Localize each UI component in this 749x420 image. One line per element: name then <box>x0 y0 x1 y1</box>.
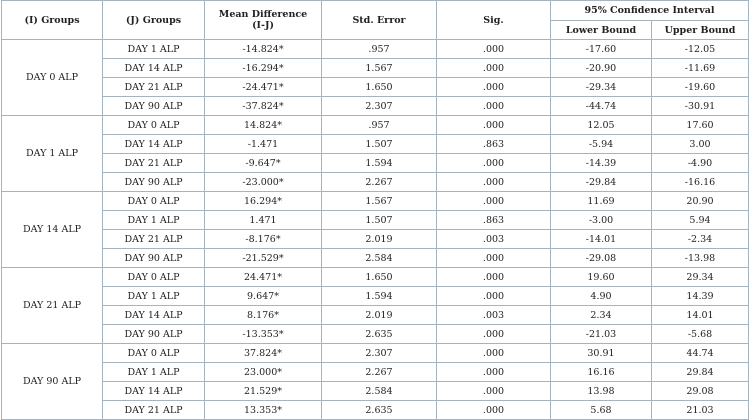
mean-difference-cell: 8.176* <box>205 306 322 325</box>
j-group-cell: DAY 14 ALP <box>103 306 205 325</box>
upper-bound-cell: 20.90 <box>652 192 749 211</box>
sig-cell: .000 <box>437 97 551 116</box>
upper-bound-cell: 3.00 <box>652 135 749 154</box>
j-group-cell: DAY 1 ALP <box>103 287 205 306</box>
mean-difference-cell: 21.529* <box>205 382 322 401</box>
upper-bound-cell: -16.16 <box>652 173 749 192</box>
std-error-cell: 1.567 <box>322 192 437 211</box>
j-group-cell: DAY 14 ALP <box>103 135 205 154</box>
table-row <box>2 154 749 173</box>
table-row <box>2 173 749 192</box>
header-i-groups: (I) Groups <box>2 1 103 40</box>
std-error-cell: 2.584 <box>322 249 437 268</box>
mean-difference-cell: -16.294* <box>205 59 322 78</box>
std-error-cell: 2.584 <box>322 382 437 401</box>
lower-bound-cell: -17.60 <box>551 40 652 59</box>
header-mean-difference-sub: (I-J) <box>252 20 274 31</box>
std-error-cell: 1.594 <box>322 287 437 306</box>
lower-bound-cell: 13.98 <box>551 382 652 401</box>
mean-difference-cell: -23.000* <box>205 173 322 192</box>
table-row <box>2 325 749 344</box>
sig-cell: .000 <box>437 173 551 192</box>
upper-bound-cell: 5.94 <box>652 211 749 230</box>
j-group-cell: DAY 14 ALP <box>103 59 205 78</box>
sig-cell: .863 <box>437 211 551 230</box>
std-error-cell: 1.650 <box>322 268 437 287</box>
header-j-groups: (J) Groups <box>103 1 205 40</box>
j-group-cell: DAY 90 ALP <box>103 97 205 116</box>
lower-bound-cell: 16.16 <box>551 363 652 382</box>
lower-bound-cell: 19.60 <box>551 268 652 287</box>
std-error-cell: .957 <box>322 116 437 135</box>
upper-bound-cell: 14.01 <box>652 306 749 325</box>
j-group-cell: DAY 0 ALP <box>103 192 205 211</box>
i-group-cell: DAY 21 ALP <box>2 268 103 344</box>
table-row <box>2 249 749 268</box>
table-row <box>2 78 749 97</box>
table-row <box>2 211 749 230</box>
i-group-cell: DAY 1 ALP <box>2 116 103 192</box>
upper-bound-cell: 17.60 <box>652 116 749 135</box>
j-group-cell: DAY 0 ALP <box>103 268 205 287</box>
comparisons-table <box>1 0 749 420</box>
j-group-cell: DAY 21 ALP <box>103 401 205 420</box>
sig-cell: .000 <box>437 40 551 59</box>
sig-cell: .000 <box>437 154 551 173</box>
j-group-cell: DAY 90 ALP <box>103 325 205 344</box>
std-error-cell: 1.650 <box>322 78 437 97</box>
sig-cell: .000 <box>437 192 551 211</box>
upper-bound-cell: -2.34 <box>652 230 749 249</box>
sig-cell: .000 <box>437 268 551 287</box>
lower-bound-cell: -20.90 <box>551 59 652 78</box>
std-error-cell: 2.635 <box>322 401 437 420</box>
upper-bound-cell: 29.08 <box>652 382 749 401</box>
table-row <box>2 230 749 249</box>
lower-bound-cell: -3.00 <box>551 211 652 230</box>
sig-cell: .003 <box>437 306 551 325</box>
std-error-cell: .957 <box>322 40 437 59</box>
header-upper-bound: Upper Bound <box>652 21 749 40</box>
std-error-cell: 1.567 <box>322 59 437 78</box>
mean-difference-cell: -14.824* <box>205 40 322 59</box>
lower-bound-cell: 2.34 <box>551 306 652 325</box>
header-sig: Sig. <box>437 1 551 40</box>
upper-bound-cell: -30.91 <box>652 97 749 116</box>
lower-bound-cell: -5.94 <box>551 135 652 154</box>
i-group-cell: DAY 0 ALP <box>2 40 103 116</box>
lower-bound-cell: -21.03 <box>551 325 652 344</box>
j-group-cell: DAY 14 ALP <box>103 382 205 401</box>
sig-cell: .000 <box>437 382 551 401</box>
sig-cell: .000 <box>437 287 551 306</box>
j-group-cell: DAY 0 ALP <box>103 344 205 363</box>
mean-difference-cell: 13.353* <box>205 401 322 420</box>
std-error-cell: 2.267 <box>322 173 437 192</box>
j-group-cell: DAY 1 ALP <box>103 211 205 230</box>
mean-difference-cell: -8.176* <box>205 230 322 249</box>
lower-bound-cell: 30.91 <box>551 344 652 363</box>
j-group-cell: DAY 21 ALP <box>103 78 205 97</box>
lower-bound-cell: -14.39 <box>551 154 652 173</box>
table-row <box>2 344 749 363</box>
upper-bound-cell: -12.05 <box>652 40 749 59</box>
std-error-cell: 1.507 <box>322 211 437 230</box>
i-group-cell: DAY 90 ALP <box>2 344 103 420</box>
upper-bound-cell: -11.69 <box>652 59 749 78</box>
table-row <box>2 268 749 287</box>
sig-cell: .000 <box>437 363 551 382</box>
upper-bound-cell: -19.60 <box>652 78 749 97</box>
std-error-cell: 2.267 <box>322 363 437 382</box>
mean-difference-cell: 16.294* <box>205 192 322 211</box>
header-mean-difference-label: Mean Difference <box>218 9 308 20</box>
upper-bound-cell: 44.74 <box>652 344 749 363</box>
header-std-error: Std. Error <box>322 1 437 40</box>
j-group-cell: DAY 21 ALP <box>103 230 205 249</box>
mean-difference-cell: 23.000* <box>205 363 322 382</box>
mean-difference-cell: 37.824* <box>205 344 322 363</box>
mean-difference-cell: 14.824* <box>205 116 322 135</box>
lower-bound-cell: -29.84 <box>551 173 652 192</box>
lower-bound-cell: -29.08 <box>551 249 652 268</box>
j-group-cell: DAY 90 ALP <box>103 249 205 268</box>
upper-bound-cell: -5.68 <box>652 325 749 344</box>
sig-cell: .000 <box>437 116 551 135</box>
sig-cell: .000 <box>437 59 551 78</box>
std-error-cell: 1.594 <box>322 154 437 173</box>
lower-bound-cell: 11.69 <box>551 192 652 211</box>
table-row <box>2 59 749 78</box>
j-group-cell: DAY 90 ALP <box>103 173 205 192</box>
std-error-cell: 2.019 <box>322 306 437 325</box>
table-row <box>2 382 749 401</box>
upper-bound-cell: 14.39 <box>652 287 749 306</box>
table-row <box>2 363 749 382</box>
mean-difference-cell: -9.647* <box>205 154 322 173</box>
header-confidence-interval: 95% Confidence Interval <box>551 1 749 21</box>
header-lower-bound: Lower Bound <box>551 21 652 40</box>
sig-cell: .000 <box>437 401 551 420</box>
mean-difference-cell: -37.824* <box>205 97 322 116</box>
sig-cell: .000 <box>437 78 551 97</box>
lower-bound-cell: -14.01 <box>551 230 652 249</box>
upper-bound-cell: -4.90 <box>652 154 749 173</box>
table-row <box>2 192 749 211</box>
lower-bound-cell: 4.90 <box>551 287 652 306</box>
sig-cell: .003 <box>437 230 551 249</box>
mean-difference-cell: -24.471* <box>205 78 322 97</box>
std-error-cell: 1.507 <box>322 135 437 154</box>
lower-bound-cell: 12.05 <box>551 116 652 135</box>
j-group-cell: DAY 0 ALP <box>103 116 205 135</box>
mean-difference-cell: -13.353* <box>205 325 322 344</box>
sig-cell: .000 <box>437 325 551 344</box>
j-group-cell: DAY 21 ALP <box>103 154 205 173</box>
mean-difference-cell: 9.647* <box>205 287 322 306</box>
mean-difference-cell: 1.471 <box>205 211 322 230</box>
table-row <box>2 306 749 325</box>
header-mean-difference <box>205 1 322 40</box>
j-group-cell: DAY 1 ALP <box>103 40 205 59</box>
table-row <box>2 116 749 135</box>
upper-bound-cell: 29.34 <box>652 268 749 287</box>
table-header <box>2 1 749 40</box>
std-error-cell: 2.307 <box>322 344 437 363</box>
i-group-cell: DAY 14 ALP <box>2 192 103 268</box>
upper-bound-cell: 29.84 <box>652 363 749 382</box>
mean-difference-cell: 24.471* <box>205 268 322 287</box>
table-row <box>2 40 749 59</box>
table-body <box>2 40 749 420</box>
lower-bound-cell: -44.74 <box>551 97 652 116</box>
sig-cell: .000 <box>437 249 551 268</box>
std-error-cell: 2.019 <box>322 230 437 249</box>
mean-difference-cell: -21.529* <box>205 249 322 268</box>
table-row <box>2 401 749 420</box>
j-group-cell: DAY 1 ALP <box>103 363 205 382</box>
sig-cell: .000 <box>437 344 551 363</box>
upper-bound-cell: 21.03 <box>652 401 749 420</box>
table-row <box>2 287 749 306</box>
std-error-cell: 2.635 <box>322 325 437 344</box>
mean-difference-cell: -1.471 <box>205 135 322 154</box>
table-row <box>2 97 749 116</box>
table-row <box>2 135 749 154</box>
lower-bound-cell: -29.34 <box>551 78 652 97</box>
sig-cell: .863 <box>437 135 551 154</box>
std-error-cell: 2.307 <box>322 97 437 116</box>
lower-bound-cell: 5.68 <box>551 401 652 420</box>
upper-bound-cell: -13.98 <box>652 249 749 268</box>
